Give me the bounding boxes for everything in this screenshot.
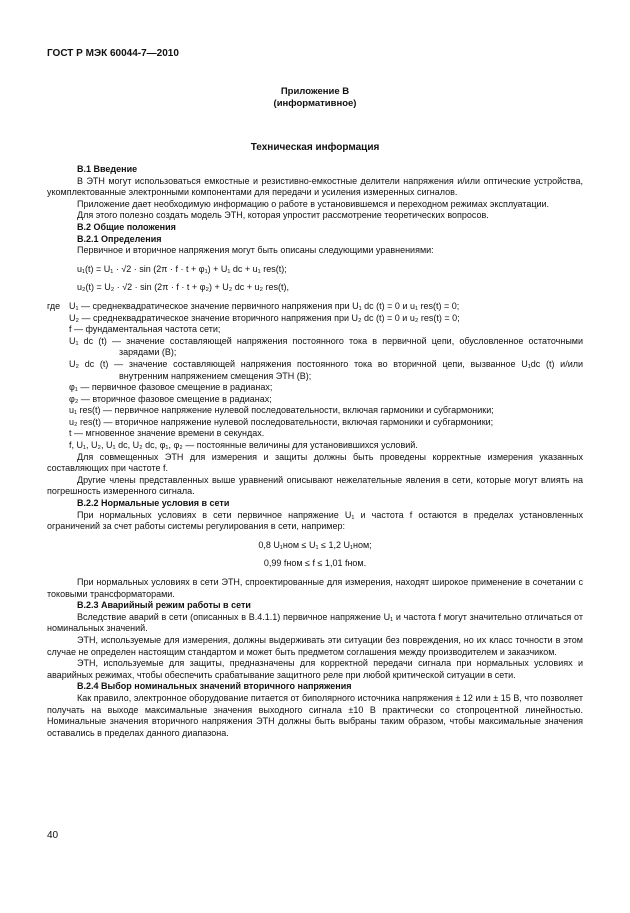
definition: φ₂ — вторичное фазовое смещение в радианах;	[69, 393, 272, 404]
equation-1: u₁(t) = U₁ · √2 · sin (2π · f · t + φ₁) + U₁ dc + u₁ res(t);	[77, 263, 287, 274]
definition: U₁ — среднеквадратическое значение первичного напряжения при U₁ dc (t) = 0 и u₁ res(t) = 0;	[69, 300, 460, 311]
heading-b21: B.2.1 Определения	[77, 233, 162, 244]
paragraph: ЭТН, используемые для измерения, должны выдерживать эти ситуации без повреждения, но их класс точности в этом случае не определен настоящим стандартом и может быть предметом соглашения между производителем и заказчиком.	[47, 634, 583, 657]
heading-b22: B.2.2 Нормальные условия в сети	[77, 498, 230, 509]
heading-b24: B.2.4 Выбор номинальных значений вторичного напряжения	[77, 681, 352, 692]
paragraph: При нормальных условиях в сети ЭТН, спроектированные для измерения, находят широкое применение в сочетании с токовыми трансформаторами.	[47, 577, 583, 599]
definition: f, U₁, U₂, U₁ dc, U₂ dc, φ₁, φ₂ — постоянные величины для установившихся условий.	[69, 440, 418, 451]
content	[47, 164, 583, 739]
definition: φ₁ — первичное фазовое смещение в радианах;	[69, 382, 273, 393]
definition: U₁ dc (t) — значение составляющей напряжения постоянного тока в первичной цепи, обусловленное остаточными зарядами (B);	[69, 335, 583, 358]
equation-2: u₂(t) = U₂ · √2 · sin (2π · f · t + φ₂) + U₂ dc + u₂ res(t),	[77, 282, 289, 293]
definition: u₁ res(t) — первичное напряжение нулевой последовательности, включая гармоники и субгармоники;	[69, 405, 494, 416]
heading-b23: B.2.3 Аварийный режим работы в сети	[77, 600, 251, 611]
paragraph: В ЭТН могут использоваться емкостные и резистивно-емкостные делители напряжения и/или оптические устройства, укомплектованные электронными компонентами для передачи и усиления измеренных сигналов.	[47, 175, 583, 198]
equation-4: 0,99 fном ≤ f ≤ 1,01 fном.	[263, 558, 367, 569]
section-title: Техническая информация	[250, 142, 380, 153]
equation-3: 0,8 U₁ном ≤ U₁ ≤ 1,2 U₁ном;	[258, 539, 372, 550]
paragraph: Первичное и вторичное напряжения могут быть описаны следующими уравнениями:	[77, 245, 434, 256]
paragraph: При нормальных условиях в сети первичное напряжение U₁ и частота f остаются в пределах установленных ограничений за счет работы системы регулирования в сети, например:	[47, 509, 583, 532]
page-number: 40	[47, 830, 59, 841]
document-header: ГОСТ Р МЭК 60044-7—2010	[47, 48, 179, 59]
definition: f — фундаментальная частота сети;	[69, 324, 221, 335]
paragraph: Вследствие аварий в сети (описанных в B.4.1.1) первичное напряжение U₁ и частота f могут значительно отличаться от номинальных значений.	[47, 611, 583, 634]
definition: U₂ — среднеквадратическое значение вторичного напряжения при U₂ dc (t) = 0 и u₂ res(t) = 0;	[69, 312, 460, 323]
paragraph: Для этого полезно создать модель ЭТН, которая упростит рассмотрение теоретических вопросов.	[77, 210, 489, 221]
definition: U₂ dc (t) — значение составляющей напряжения постоянного тока во вторичной цепи, вызванное U₁dc (t) и/или внутренним напряжением смещения ЭТН (B);	[69, 358, 583, 381]
paragraph: Другие члены представленных выше уравнений описывают нежелательные явления в сети, которые могут влиять на погрешность измеренного сигнала.	[47, 474, 583, 497]
annex-type: (информативное)	[273, 98, 357, 109]
where-label: где	[47, 300, 61, 311]
definition: u₂ res(t) — вторичное напряжение нулевой последовательности, включая гармоники и субгармоники;	[69, 416, 494, 427]
paragraph: ЭТН, используемые для защиты, предназначены для корректной передачи сигнала при нормальных условиях и аварийных режимах, чтобы обеспечить срабатывание защитного реле при любой критической ситуации в сети.	[47, 658, 583, 680]
definition: t — мгновенное значение времени в секундах.	[69, 428, 265, 439]
annex-title: Приложение B	[280, 86, 350, 97]
heading-b2: B.2 Общие положения	[77, 221, 176, 232]
paragraph: Приложение дает необходимую информацию о работе в установившемся и переходном режимах эксплуатации.	[77, 198, 550, 209]
where-row	[47, 301, 583, 313]
paragraph: Как правило, электронное оборудование питается от биполярного источника напряжения ± 12 или ± 15 В, что позволяет получать на выходе максимальные значения выходного сигнала ±10 В практически со стопроцентной линейностью. Номинальные значения вторичного напряжения ЭТН должны быть выбраны таким образом, чтобы максимальные значения оставались в пределах данного диапазона.	[47, 692, 583, 738]
paragraph: Для совмещенных ЭТН для измерения и защиты должны быть проведены корректные измерения указанных составляющих при частоте f.	[47, 451, 583, 474]
heading-b1: B.1 Введение	[77, 164, 138, 174]
